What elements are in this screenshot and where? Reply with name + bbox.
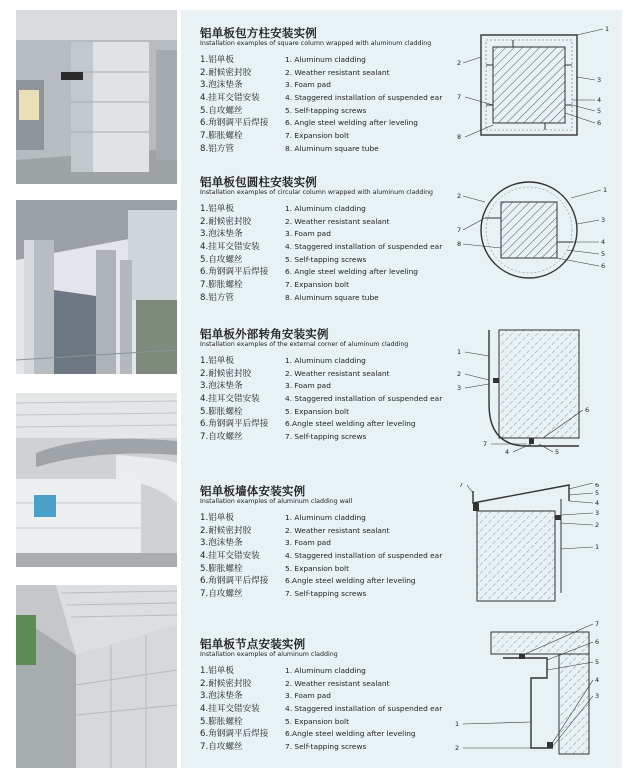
en-item-list (285, 512, 442, 601)
callout-label: 2 (457, 370, 462, 378)
cn-item: 3.泡沫垫条 (200, 381, 243, 392)
en-item: 5. Self-tapping screws (285, 105, 367, 115)
en-item: 2. Weather resistant sealant (285, 67, 390, 77)
cladding-node-photo (16, 585, 177, 768)
callout-label: 5 (597, 107, 602, 115)
cn-item: 3.泡沫垫条 (200, 538, 243, 549)
cn-item-list (200, 512, 268, 601)
cn-item: 5.膨胀螺栓 (200, 406, 243, 417)
en-item: 8. Aluminum square tube (285, 143, 379, 153)
en-item: 8. Aluminum square tube (285, 292, 379, 302)
cn-item: 7.自攻螺丝 (200, 589, 243, 600)
en-item: 1. Aluminum cladding (285, 204, 366, 213)
section-title: 铝单板外部转角安装实例 (200, 327, 329, 341)
en-item: 6.Angle steel welding after leveling (285, 419, 416, 429)
cn-item: 3.泡沫垫条 (200, 229, 243, 240)
cn-item-list (200, 355, 268, 444)
external-corner-photo (16, 393, 177, 567)
callout-label: 3 (595, 509, 600, 517)
square-column-photo (16, 10, 177, 184)
en-item: 7. Expansion bolt (285, 131, 349, 141)
cn-item: 4.挂耳交错安装 (200, 704, 260, 715)
en-item: 7. Self-tapping screws (285, 432, 367, 442)
cn-item: 1.铝单板 (200, 513, 234, 523)
cn-item: 4.挂耳交错安装 (200, 394, 260, 405)
callout-label: 3 (597, 76, 602, 84)
section-external-corner (181, 326, 622, 476)
en-item: 5. Expansion bolt (285, 563, 349, 573)
callout-label: 2 (457, 59, 462, 67)
en-item: 1. Aluminum cladding (285, 513, 366, 522)
callout-label: 8 (457, 133, 462, 141)
en-item: 5. Self-tapping screws (285, 254, 367, 264)
callout-label: 5 (595, 658, 600, 666)
external-corner-drawing (443, 326, 613, 456)
en-item: 6. Angle steel welding after leveling (285, 267, 418, 277)
en-item: 4. Staggered installation of suspended ear (285, 242, 443, 252)
cn-item: 6.角钢调平后焊接 (200, 576, 269, 587)
cn-item: 5.膨胀螺栓 (200, 563, 243, 574)
section-subtitle: Installation examples of aluminum cladding wall (200, 498, 353, 505)
en-item: 1. Aluminum cladding (285, 55, 366, 64)
en-item: 2. Weather resistant sealant (285, 216, 390, 226)
section-subtitle: Installation examples of the external corner of aluminum cladding (200, 341, 409, 348)
callout-label: 3 (595, 692, 600, 700)
cn-item-list (200, 665, 268, 754)
cn-item: 3.泡沫垫条 (200, 80, 243, 91)
section-circular-column (181, 174, 622, 324)
section-square-column (181, 25, 622, 175)
cn-item: 8.铝方管 (200, 292, 234, 303)
callout-label: 7 (459, 483, 464, 489)
en-item: 3. Foam pad (285, 691, 331, 701)
en-item: 1. Aluminum cladding (285, 356, 366, 365)
callout-label: 5 (555, 448, 560, 456)
cn-item: 2.耐候密封胶 (200, 216, 252, 227)
en-item: 4. Staggered installation of suspended ear (285, 93, 443, 103)
en-item: 3. Foam pad (285, 80, 331, 90)
cn-item: 4.挂耳交错安装 (200, 242, 260, 253)
callout-label: 4 (597, 96, 602, 104)
cn-item: 4.挂耳交错安装 (200, 551, 260, 562)
cladding-node-drawing (443, 612, 613, 762)
en-item: 5. Expansion bolt (285, 406, 349, 416)
cn-item: 4.挂耳交错安装 (200, 93, 260, 104)
en-item: 3. Foam pad (285, 538, 331, 548)
en-item: 3. Foam pad (285, 229, 331, 239)
en-item: 7. Expansion bolt (285, 280, 349, 290)
callout-label: 4 (595, 499, 600, 507)
cn-item: 7.自攻螺丝 (200, 432, 243, 443)
circular-column-photo (16, 200, 177, 374)
section-title: 铝单板节点安装实例 (200, 637, 306, 651)
cn-item: 7.膨胀螺栓 (200, 131, 243, 142)
callout-label: 7 (595, 620, 600, 628)
cn-item: 5.自攻螺丝 (200, 105, 243, 116)
section-subtitle: Installation examples of square column wrapped with aluminum cladding (200, 40, 432, 47)
en-item: 2. Weather resistant sealant (285, 678, 390, 688)
en-item: 6.Angle steel welding after leveling (285, 576, 416, 586)
en-item: 2. Weather resistant sealant (285, 525, 390, 535)
en-item: 5. Expansion bolt (285, 716, 349, 726)
cn-item: 6.角钢调平后焊接 (200, 729, 269, 740)
callout-label: 1 (605, 25, 610, 33)
section-cladding-wall (181, 483, 622, 633)
section-cladding-node (181, 620, 622, 766)
callout-label: 1 (457, 348, 462, 356)
callout-label: 6 (595, 483, 600, 489)
section-title: 铝单板包方柱安装实例 (200, 26, 317, 40)
cn-item: 1.铝单板 (200, 55, 234, 65)
callout-label: 7 (457, 93, 462, 101)
cn-item: 2.耐候密封胶 (200, 525, 252, 536)
en-item: 6. Angle steel welding after leveling (285, 118, 418, 128)
en-item: 7. Self-tapping screws (285, 589, 367, 599)
cn-item: 5.膨胀螺栓 (200, 716, 243, 727)
cn-item: 1.铝单板 (200, 204, 234, 214)
cn-item: 2.耐候密封胶 (200, 368, 252, 379)
section-title: 铝单板墙体安装实例 (200, 484, 306, 498)
callout-label: 6 (597, 119, 602, 127)
en-item-list (285, 203, 442, 305)
cn-item-list (200, 203, 268, 305)
callout-label: 5 (601, 250, 606, 258)
cn-item: 8.铝方管 (200, 143, 234, 154)
cn-item-list (200, 54, 268, 156)
callout-label: 6 (585, 406, 590, 414)
cn-item: 1.铝单板 (200, 666, 234, 676)
en-item-list (285, 54, 442, 156)
cn-item: 7.膨胀螺栓 (200, 280, 243, 291)
circular-column-drawing (443, 178, 613, 288)
cn-item: 5.自攻螺丝 (200, 254, 243, 265)
cn-item: 2.耐候密封胶 (200, 678, 252, 689)
callout-label: 7 (483, 440, 488, 448)
en-item: 6.Angle steel welding after leveling (285, 729, 416, 739)
cn-item: 3.泡沫垫条 (200, 691, 243, 702)
callout-label: 1 (603, 186, 608, 194)
callout-label: 1 (595, 543, 600, 551)
callout-label: 4 (505, 448, 510, 456)
en-item: 4. Staggered installation of suspended ear (285, 394, 443, 404)
section-subtitle: Installation examples of circular column wrapped with aluminum cladding (200, 189, 434, 196)
callout-label: 1 (455, 720, 460, 728)
callout-label: 4 (601, 238, 606, 246)
callout-label: 2 (595, 521, 600, 529)
callout-label: 4 (595, 676, 600, 684)
cn-item: 2.耐候密封胶 (200, 67, 252, 78)
cn-item: 6.角钢调平后焊接 (200, 118, 269, 129)
cn-item: 7.自攻螺丝 (200, 742, 243, 753)
cladding-wall-drawing (443, 483, 613, 603)
en-item: 7. Self-tapping screws (285, 742, 367, 752)
cn-item: 6.角钢调平后焊接 (200, 267, 269, 278)
callout-label: 8 (457, 240, 462, 248)
cn-item: 6.角钢调平后焊接 (200, 419, 269, 430)
callout-label: 7 (457, 226, 462, 234)
en-item: 2. Weather resistant sealant (285, 368, 390, 378)
installation-panel (181, 10, 622, 768)
section-subtitle: Installation examples of aluminum cladding (200, 651, 338, 658)
callout-label: 6 (601, 262, 606, 270)
callout-label: 6 (595, 638, 600, 646)
en-item: 1. Aluminum cladding (285, 666, 366, 675)
en-item: 4. Staggered installation of suspended ear (285, 704, 443, 714)
section-title: 铝单板包圆柱安装实例 (200, 175, 317, 189)
callout-label: 3 (601, 216, 606, 224)
callout-label: 5 (595, 489, 600, 497)
callout-label: 2 (455, 744, 460, 752)
callout-label: 3 (457, 384, 462, 392)
en-item: 3. Foam pad (285, 381, 331, 391)
en-item-list (285, 355, 442, 444)
en-item-list (285, 665, 442, 754)
callout-label: 2 (457, 192, 462, 200)
en-item: 4. Staggered installation of suspended ear (285, 551, 443, 561)
cn-item: 1.铝单板 (200, 356, 234, 366)
square-column-drawing (443, 25, 613, 175)
